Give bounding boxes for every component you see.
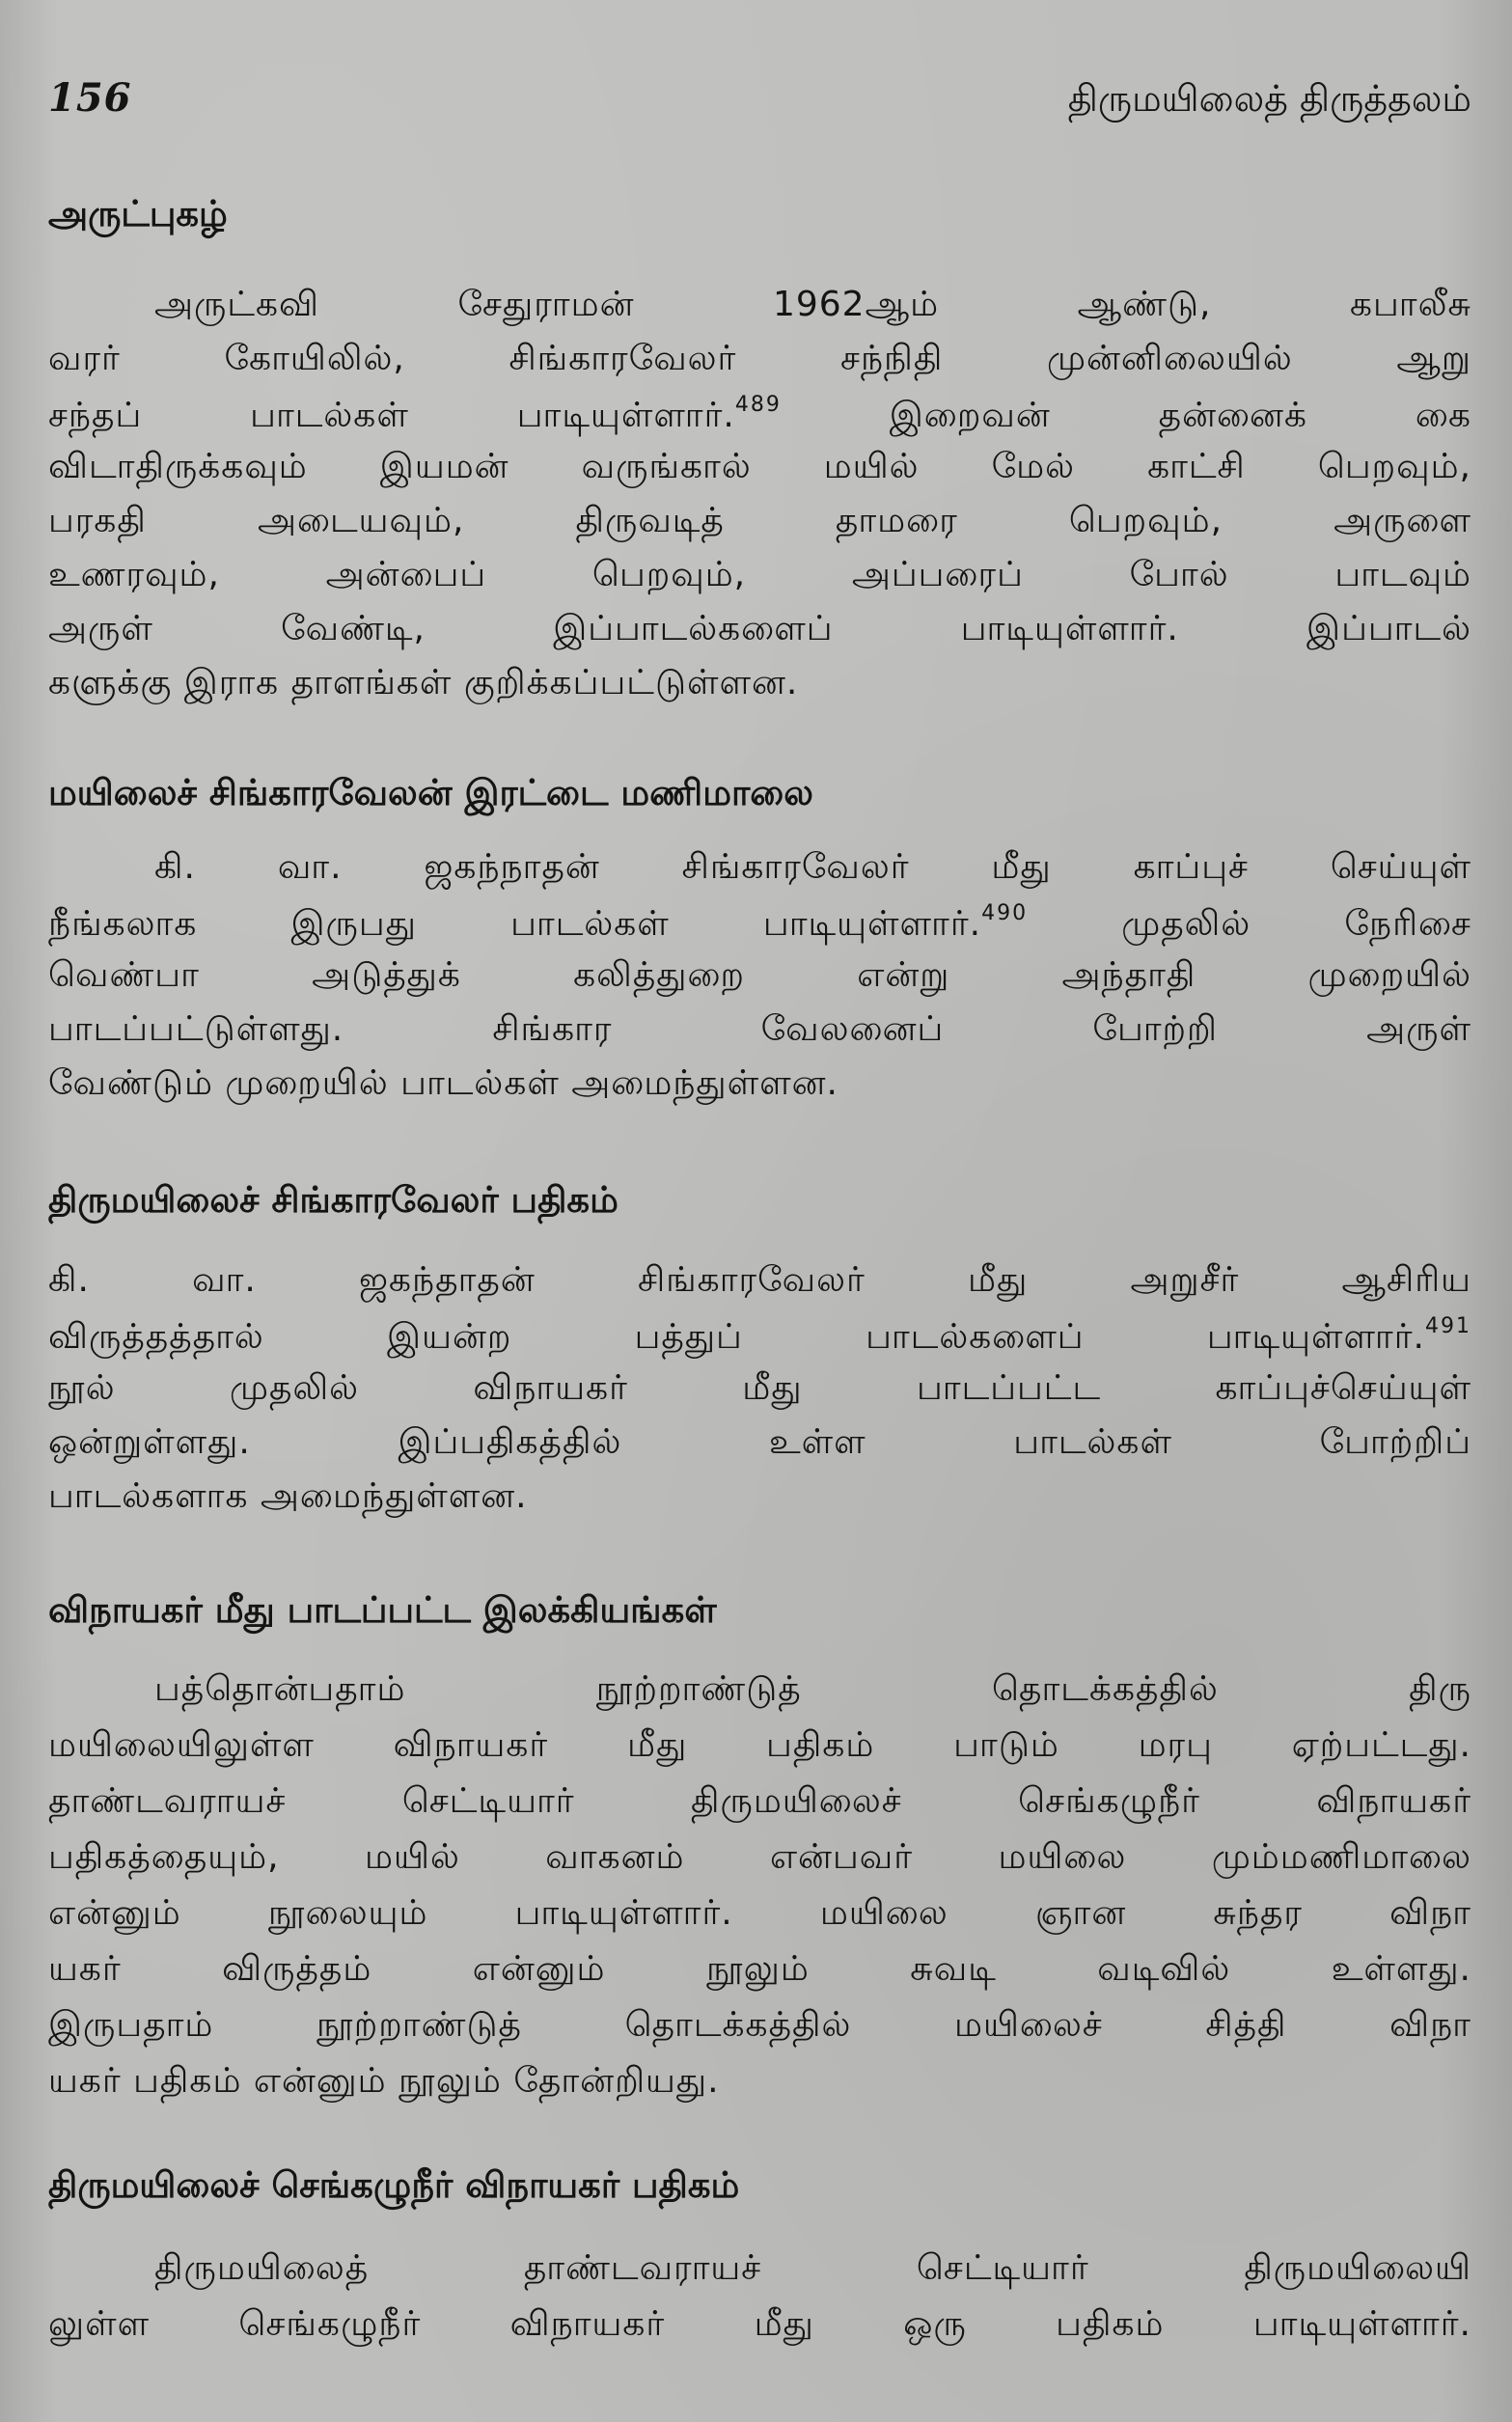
paragraph-line: பதிகத்தையும், மயில் வாகனம் என்பவர் மயிலை மும்மணிமாலை	[48, 1837, 1471, 1877]
line-text: விருத்தத்தால் இயன்ற பத்துப் பாடல்களைப் பாடியுள்ளார்.	[48, 1317, 1425, 1357]
running-title: திருமயிலைத் திருத்தலம்	[1067, 77, 1471, 120]
line-text: இறைவன் தன்னைக் கை	[781, 396, 1471, 435]
paragraph-line: அருட்கவி சேதுராமன் 1962ஆம் ஆண்டு, கபாலீசு	[154, 285, 1471, 324]
paragraph-line: தாண்டவராயச் செட்டியார் திருமயிலைச் செங்கழுநீர் விநாயகர்	[48, 1781, 1471, 1821]
footnote-reference: 490	[981, 901, 1029, 925]
page-number: 156	[48, 75, 132, 121]
paragraph-line: என்னும் நூலையும் பாடியுள்ளார். மயிலை ஞான சுந்தர விநா	[48, 1893, 1471, 1933]
paragraph-line: விடாதிருக்கவும் இயமன் வருங்கால் மயில் மேல் காட்சி பெறவும்,	[48, 447, 1471, 486]
paragraph-line: வெண்பா அடுத்துக் கலித்துறை என்று அந்தாதி முறையில்	[48, 955, 1471, 995]
line-text: முதலில் நேரிசை	[1028, 904, 1471, 944]
paragraph-line	[48, 901, 1471, 949]
paragraph-line: இருபதாம் நூற்றாண்டுத் தொடக்கத்தில் மயிலைச் சித்தி விநா	[48, 2005, 1471, 2045]
paragraph-line: பாடப்பட்டுள்ளது. சிங்கார வேலனைப் போற்றி அருள்	[48, 1009, 1471, 1049]
paragraph-line: கி. வா. ஜகந்தாதன் சிங்காரவேலர் மீது அறுசீர் ஆசிரிய	[48, 1260, 1471, 1300]
paragraph-line: வேண்டும் முறையில் பாடல்கள் அமைந்துள்ளன.	[48, 1063, 838, 1103]
paragraph-line: வரர் கோயிலில், சிங்காரவேலர் சந்நிதி முன்னிலையில் ஆறு	[48, 339, 1471, 378]
paragraph-line: பரகதி அடையவும், திருவடித் தாமரை பெறவும், அருளை	[48, 501, 1471, 540]
line-text: சந்தப் பாடல்கள் பாடியுள்ளார்.	[48, 396, 735, 435]
paragraph-line: திருமயிலைத் தாண்டவராயச் செட்டியார் திருமயிலையி	[154, 2248, 1471, 2288]
paragraph-line: லுள்ள செங்கழுநீர் விநாயகர் மீது ஒரு பதிகம் பாடியுள்ளார்.	[48, 2304, 1471, 2344]
line-text: நீங்கலாக இருபது பாடல்கள் பாடியுள்ளார்.	[48, 904, 982, 944]
paragraph-line: நூல் முதலில் விநாயகர் மீது பாடப்பட்ட காப்புச்செய்யுள்	[48, 1368, 1471, 1408]
section-heading: திருமயிலைச் செங்கழுநீர் விநாயகர் பதிகம்	[48, 2164, 740, 2206]
paragraph-line: களுக்கு இராக தாளங்கள் குறிக்கப்பட்டுள்ளன.	[48, 663, 799, 702]
paragraph-line	[48, 1314, 1471, 1362]
paragraph-line: உணரவும், அன்பைப் பெறவும், அப்பரைப் போல் பாடவும்	[48, 555, 1471, 594]
paragraph-line: பத்தொன்பதாம் நூற்றாண்டுத் தொடக்கத்தில் திரு	[154, 1669, 1471, 1709]
paragraph-line: யகர் விருத்தம் என்னும் நூலும் சுவடி வடிவில் உள்ளது.	[48, 1949, 1471, 1989]
paragraph-line: மயிலையிலுள்ள விநாயகர் மீது பதிகம் பாடும் மரபு ஏற்பட்டது.	[48, 1725, 1471, 1765]
paragraph-line	[48, 393, 1471, 440]
footnote-reference: 489	[734, 393, 782, 417]
section-heading: திருமயிலைச் சிங்காரவேலர் பதிகம்	[48, 1179, 619, 1221]
footnote-reference: 491	[1425, 1314, 1471, 1338]
page-header	[48, 75, 1471, 133]
paragraph-line: ஒன்றுள்ளது. இப்பதிகத்தில் உள்ள பாடல்கள் போற்றிப்	[48, 1422, 1471, 1462]
paragraph-line: யகர் பதிகம் என்னும் நூலும் தோன்றியது.	[48, 2061, 720, 2101]
section-heading: மயிலைச் சிங்காரவேலன் இரட்டை மணிமாலை	[48, 772, 814, 813]
paragraph-line: அருள் வேண்டி, இப்பாடல்களைப் பாடியுள்ளார். இப்பாடல்	[48, 609, 1471, 648]
section-heading: அருட்புகழ்	[48, 193, 228, 234]
section-heading: விநாயகர் மீது பாடப்பட்ட இலக்கியங்கள்	[48, 1589, 717, 1631]
paragraph-line: பாடல்களாக அமைந்துள்ளன.	[48, 1476, 528, 1516]
paragraph-line: கி. வா. ஜகந்நாதன் சிங்காரவேலர் மீது காப்புச் செய்யுள்	[154, 847, 1471, 887]
